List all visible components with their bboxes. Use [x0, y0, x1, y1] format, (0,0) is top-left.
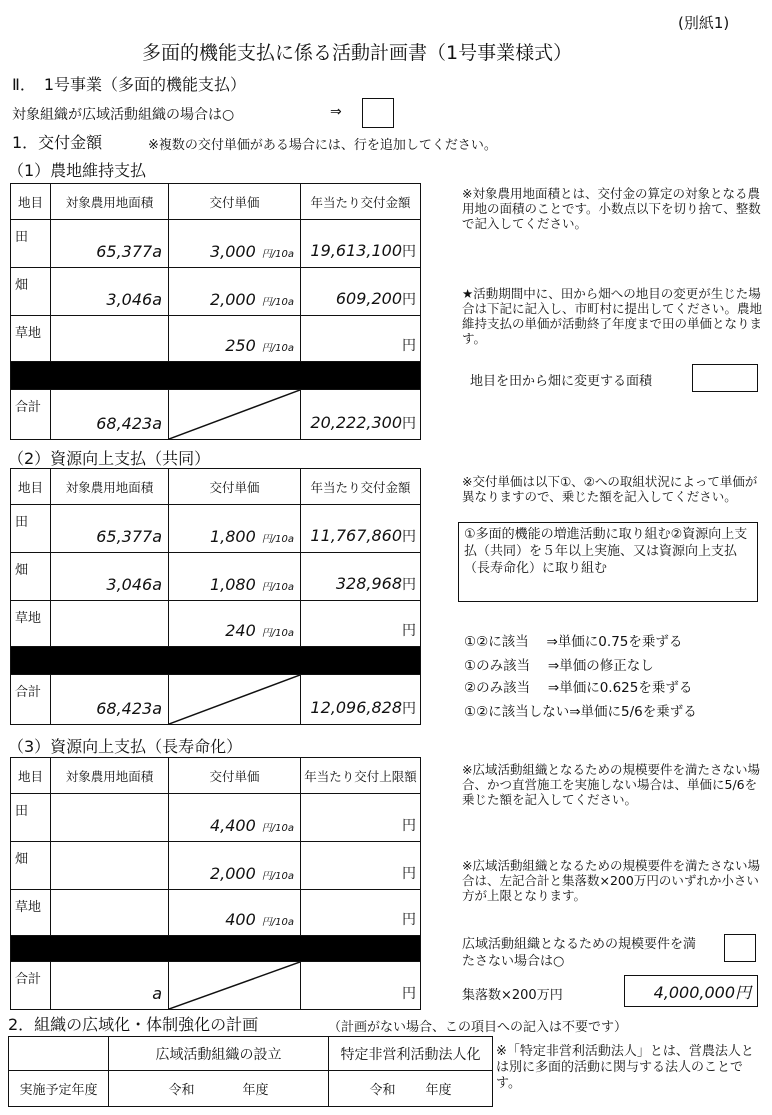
- land-label: 田: [11, 505, 51, 553]
- header-area: 対象農用地面積: [51, 184, 169, 220]
- amount-cell[interactable]: 円: [301, 842, 421, 890]
- scale-requirement-label: 広域活動組織となるための規模要件を満たさない場合は○: [462, 937, 697, 969]
- header-annual: 年当たり交付金額: [301, 184, 421, 220]
- condition-box-text: ①多面的機能の増進活動に取り組む②資源向上支払（共同）を５年以上実施、又は資源向上支払（長寿命化）に取り組む: [464, 527, 748, 576]
- area-cell[interactable]: 3,046a: [51, 553, 169, 601]
- plan-year-npo[interactable]: 令和 年度: [329, 1071, 493, 1107]
- amount-cell[interactable]: 328,968円: [301, 553, 421, 601]
- price-cell[interactable]: 240 円/10a: [169, 601, 301, 647]
- note-direct-construction: ※広域活動組織となるための規模要件を満たさない場合、かつ直営施工を実施しない場合は、単価に5/6を乗じた額を記入してください。: [462, 762, 760, 807]
- area-cell[interactable]: 65,377a: [51, 505, 169, 553]
- header-unit-price: 交付単価: [169, 758, 301, 794]
- diagonal-cell: [169, 962, 301, 1010]
- plan-row-label: 実施予定年度: [9, 1071, 109, 1107]
- amount-cell[interactable]: 609,200円: [301, 268, 421, 316]
- sec1-label: 1．交付金額: [12, 133, 103, 152]
- table-farmland-maintenance: [10, 183, 421, 440]
- area-cell[interactable]: 65,377a: [51, 220, 169, 268]
- plan-table: [8, 1036, 493, 1107]
- change-area-input[interactable]: [692, 364, 758, 392]
- amount-cell[interactable]: 11,767,860円: [301, 505, 421, 553]
- condition-box: [458, 522, 758, 602]
- villages-value-box[interactable]: [624, 975, 758, 1007]
- table-row: [11, 316, 421, 362]
- header-unit-price: 交付単価: [169, 469, 301, 505]
- land-label: 畑: [11, 553, 51, 601]
- plan-col-wide-area: 広域活動組織の設立: [109, 1037, 329, 1071]
- npo-note: ※「特定非営利活動法人」とは、営農法人とは別に多面的活動に関与する法人のことです。: [496, 1044, 754, 1091]
- table2-caption: （2）資源向上支払（共同）: [8, 449, 211, 468]
- table1-caption: （1）農地維持支払: [8, 161, 147, 180]
- land-label: 畑: [11, 268, 51, 316]
- price-cell[interactable]: 1,080 円/10a: [169, 553, 301, 601]
- total-area-cell[interactable]: 68,423a: [51, 675, 169, 725]
- diagonal-cell: [169, 390, 301, 440]
- land-label: 草地: [11, 316, 51, 362]
- sec2-note: （計画がない場合、この項目への記入は不要です）: [328, 1020, 628, 1035]
- section-heading: Ⅱ． 1号事業（多面的機能支払）: [12, 75, 247, 94]
- page-title: 多面的機能支払に係る活動計画書（1号事業様式）: [142, 42, 573, 64]
- price-cell[interactable]: 2,000 円/10a: [169, 268, 301, 316]
- condition-3: ②のみ該当 ⇒単価に0.625を乗ずる: [464, 680, 693, 696]
- wide-area-prompt: 対象組織が広域活動組織の場合は○: [12, 107, 235, 123]
- land-label: 草地: [11, 601, 51, 647]
- price-cell[interactable]: 4,400 円/10a: [169, 794, 301, 842]
- price-cell[interactable]: 2,000 円/10a: [169, 842, 301, 890]
- condition-4: ①②に該当しない⇒単価に5/6を乗ずる: [464, 704, 697, 720]
- area-cell[interactable]: [51, 890, 169, 936]
- villages-label: 集落数×200万円: [462, 988, 563, 1003]
- table-row: [11, 505, 421, 553]
- plan-corner: [9, 1037, 109, 1071]
- header-annual-limit: 年当たり交付上限額: [301, 758, 421, 794]
- table-row: [11, 601, 421, 647]
- scale-requirement-checkbox[interactable]: [724, 934, 756, 962]
- area-cell[interactable]: [51, 794, 169, 842]
- sec2-label: 2．組織の広域化・体制強化の計画: [8, 1015, 259, 1034]
- price-cell[interactable]: 250 円/10a: [169, 316, 301, 362]
- blackout-row: [11, 936, 421, 962]
- header-unit-price: 交付単価: [169, 184, 301, 220]
- land-label: 田: [11, 794, 51, 842]
- land-label: 草地: [11, 890, 51, 936]
- amount-cell[interactable]: 円: [301, 316, 421, 362]
- header-area: 対象農用地面積: [51, 469, 169, 505]
- total-row: [11, 675, 421, 725]
- area-cell[interactable]: 3,046a: [51, 268, 169, 316]
- area-cell[interactable]: [51, 316, 169, 362]
- total-amount-cell[interactable]: 20,222,300円: [301, 390, 421, 440]
- table-row: [11, 220, 421, 268]
- header-land: 地目: [11, 184, 51, 220]
- total-row: [11, 962, 421, 1010]
- plan-year-wide-area[interactable]: 令和 年度: [109, 1071, 329, 1107]
- note-unit-price: ※交付単価は以下①、②への取組状況によって単価が異なりますので、乗じた額を記入してください。: [462, 474, 758, 504]
- table-row: [11, 794, 421, 842]
- price-cell[interactable]: 400 円/10a: [169, 890, 301, 936]
- header-land: 地目: [11, 758, 51, 794]
- total-area-cell[interactable]: a: [51, 962, 169, 1010]
- total-amount-cell[interactable]: 12,096,828円: [301, 675, 421, 725]
- note-area-definition: ※対象農用地面積とは、交付金の算定の対象となる農用地の面積のことです。小数点以下を切り捨て、整数で記入してください。: [462, 186, 761, 231]
- total-label: 合計: [11, 390, 51, 440]
- table-row: [11, 842, 421, 890]
- total-row: [11, 390, 421, 440]
- land-label: 田: [11, 220, 51, 268]
- table-row: [11, 890, 421, 936]
- attachment-label: (別紙1): [678, 14, 730, 32]
- blackout-row: [11, 362, 421, 390]
- blackout-row: [11, 647, 421, 675]
- area-cell[interactable]: [51, 842, 169, 890]
- villages-value: 4,000,000円: [653, 983, 751, 1002]
- table3-caption: （3）資源向上支払（長寿命化）: [8, 737, 243, 756]
- arrow: ⇒: [330, 104, 342, 120]
- diagonal-cell: [169, 675, 301, 725]
- note-land-change: ★活動期間中に、田から畑への地目の変更が生じた場合は下記に記入し、市町村に提出してください。農地維持支払の単価が活動終了年度まで田の単価となります。: [462, 286, 763, 346]
- amount-cell[interactable]: 円: [301, 601, 421, 647]
- plan-col-npo: 特定非営利活動法人化: [329, 1037, 493, 1071]
- table-row: [11, 553, 421, 601]
- wide-area-checkbox[interactable]: [362, 98, 394, 128]
- header-annual: 年当たり交付金額: [301, 469, 421, 505]
- header-land: 地目: [11, 469, 51, 505]
- total-label: 合計: [11, 962, 51, 1010]
- amount-cell[interactable]: 円: [301, 890, 421, 936]
- table-resource-longevity: [10, 757, 421, 1010]
- sec1-note: ※複数の交付単価がある場合には、行を追加してください。: [148, 138, 497, 153]
- total-label: 合計: [11, 675, 51, 725]
- change-area-label: 地目を田から畑に変更する面積: [470, 374, 653, 389]
- header-area: 対象農用地面積: [51, 758, 169, 794]
- table-resource-joint: [10, 468, 421, 725]
- amount-cell[interactable]: 円: [301, 794, 421, 842]
- total-amount-cell[interactable]: 円: [301, 962, 421, 1010]
- land-label: 畑: [11, 842, 51, 890]
- amount-cell[interactable]: 19,613,100円: [301, 220, 421, 268]
- total-area-cell[interactable]: 68,423a: [51, 390, 169, 440]
- area-cell[interactable]: [51, 601, 169, 647]
- price-cell[interactable]: 1,800 円/10a: [169, 505, 301, 553]
- table-row: [11, 268, 421, 316]
- price-cell[interactable]: 3,000 円/10a: [169, 220, 301, 268]
- condition-2: ①のみ該当 ⇒単価の修正なし: [464, 658, 654, 674]
- condition-1: ①②に該当 ⇒単価に0.75を乗ずる: [464, 634, 683, 650]
- note-upper-limit: ※広域活動組織となるための規模要件を満たさない場合は、左記合計と集落数×200万円のいずれか小さい方が上限となります。: [462, 858, 760, 903]
